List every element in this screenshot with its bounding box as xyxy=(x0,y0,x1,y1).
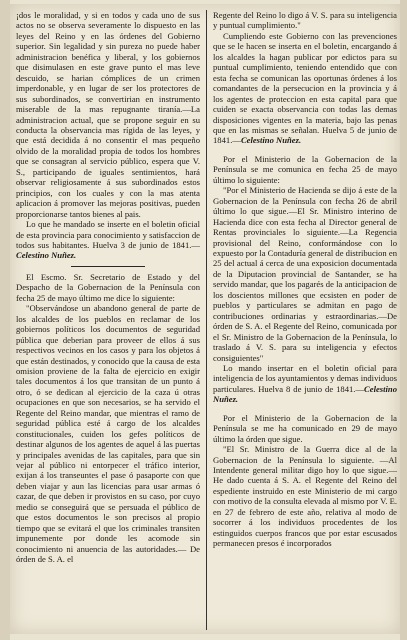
paragraph: ¡dos le moralidad, y si en todos y cada uno de sus actos no se observa severamente lo dispuesto en las leyes del Reino y en las órdenes del Gobierno superior. Sin legalidad y sin pureza no puede haber administracion benéfica y liberal, y los gobiernos que disimulasen en este grave punto el mas leve descuido, se harian cómplices de un crimen imperdonable, y en lugar de ser los protectores de sus subordinados, se convertirian en instrumento miserable de la mas repugnante tiranía.—La administracion actual, que se propone seguir en su conducta la observancia mas rígida de las leyes, y que está decidida á no consentir el mas pequeño olvido de la moralidad propia de todos los hombres que se consagran al servicio público, espera que V. S., participando de iguales sentimientos, hará observar religiosamente á sus subordinados estos principios, con los cuales y con la mas atenta aplicacion á promover las mejoras positivas, pueden proporcionarse tantos bienes al pais. xyxy=(16,10,200,219)
paragraph: Regente del Reino lo digo á V. S. para su inteligencia y puntual cumplimiento." xyxy=(213,10,397,31)
page-edge xyxy=(400,0,407,640)
signature: Celestino Nuñez. xyxy=(240,135,302,146)
paragraph-text: Lo mando insertar en el boletin oficial para inteligencia de los ayuntamientos y demas individuos particulares. Huelva 8 de junio de 1841.— xyxy=(213,362,397,394)
right-column xyxy=(213,10,397,549)
signature: Celestino Nuñez. xyxy=(16,250,77,261)
spacer xyxy=(213,146,397,154)
newspaper-page xyxy=(10,4,400,634)
paragraph: "Por el Ministerio de Hacienda se dijo á este de la Gobernacion de la Península con fecha 26 de abril último lo que sigue.—El Sr. Ministro interino de Hacienda dice con esta fecha al Director general de Rentas provinciales lo siguiente.—La Regencia provisional del Reino, conformándose con lo expuesto por la Contaduría general de distribucion en 25 del actual á cerca de una exposicion documentada de la Diputacion provincial de Santander, se ha servido mandar, que los pagarés de la anticipacion de los doscientos millones que ecsisten en poder de pueblos y particulares se admitan en pago de contribuciones ordinarias y estraordinarias.—De órden de S. A. el Regente del Reino, comunicada por el Sr. Ministro de la Gobernacion de la Península, lo traslado á V. S. para su inteligencia y efectos consiguientes" xyxy=(213,185,397,363)
paragraph xyxy=(16,219,200,261)
column-rule xyxy=(206,10,207,630)
paragraph: "El Sr. Ministro de la Guerra dice al de la Gobernacion de la Península lo siguiente. —Al Intendente general militar digo hoy lo que sigue.—He dado cuenta á S. A. el Regente del Reino del espediente instruido en este Ministerio de mi cargo con motivo de la consulta elevada al mismo por V. E. en 27 de febrero de este año, relativa al modo de socorrer á los individuos procedentes de los estinguidos cuerpos francos que por estar escusados permanecen presos é incorporados xyxy=(213,444,397,549)
paragraph: Por el Ministerio de la Gobernacion de la Península se me ha comunicado en 29 de mayo último la órden que sigue. xyxy=(213,412,397,444)
spacer xyxy=(213,405,397,413)
paragraph xyxy=(213,31,397,146)
paragraph: El Escmo. Sr. Secretario de Estado y del Despacho de la Gobernacion de la Península con fecha 25 de mayo último me dice lo siguiente: xyxy=(16,271,200,303)
paragraph-text: Lo que he mandado se inserte en el boletin oficial de esta provincia para conocimiento y satisfaccion de todos sus habitantes. Huelva 3 de junio de 1841.— xyxy=(16,219,200,250)
signature: Celestino Nuñez. xyxy=(213,383,397,405)
paragraph xyxy=(213,363,397,405)
paragraph: Por el Ministerio de la Gobernacion de la Península se me comunica en fecha 25 de mayo último lo siguiente: xyxy=(213,153,397,185)
paragraph-text: Cumpliendo este Gobierno con las prevenciones que se le hacen se inserta en el boletin, encargando á los alcaldes la hagan publicar por edictos para su puntual cumplimiento, teniendo entendido que con esta fecha se comunican las oportunas órdenes á los comandantes de la persecucion en la provincia y á los agentes de proteccion en esta capital para que cuiden se exacta observancia con todas las demas disposiciones vigentes en la materia, bajo las penas que en las mismas se señalan. Huelva 5 de junio de 1841.— xyxy=(213,30,397,146)
left-column xyxy=(16,10,200,565)
section-divider xyxy=(71,266,145,267)
paragraph: "Observándose un abandono general de parte de los alcaldes de los pueblos en reclamar de los gobiernos políticos los documentos de seguridad pública que deberian para proveer de ellos á sus respectivos vecinos en los casos y para los objetos á que están destinados, y conocido que la causa de esta omision proviene de la falta de ejercicio en exigir tales documentos á los que transitan de un punto á otro, ó se dedican al ejercicio de la caza ú otras ocupaciones en que son necesarios, se ha servido el Regente del Reino mandar, que mientras el ramo de seguridad pública esté á cargo de los alcaldes constitucionales, cuiden los gefes políticos de destinar algunos de los agentes de aquel á las puertas y principales avenidas de las capitales, para que sin vejar al público ni entorpecer el tráfico interior, exijan á los transeuntes el pase ó pasaporte con que deben viajar y aun las licencias para usar armas ó cazar, de que deben ir provistos en su caso, por cuyo medio se conseguirá que se persuada el público de que estos documentos le son precisos al propio tiempo que se evitará el que los criminales transiten impunemente por donde les acomode sin conocimiento ni anuencia de las autoridades.— De órden de S. A. el xyxy=(16,303,200,565)
binding-edge xyxy=(0,0,10,640)
